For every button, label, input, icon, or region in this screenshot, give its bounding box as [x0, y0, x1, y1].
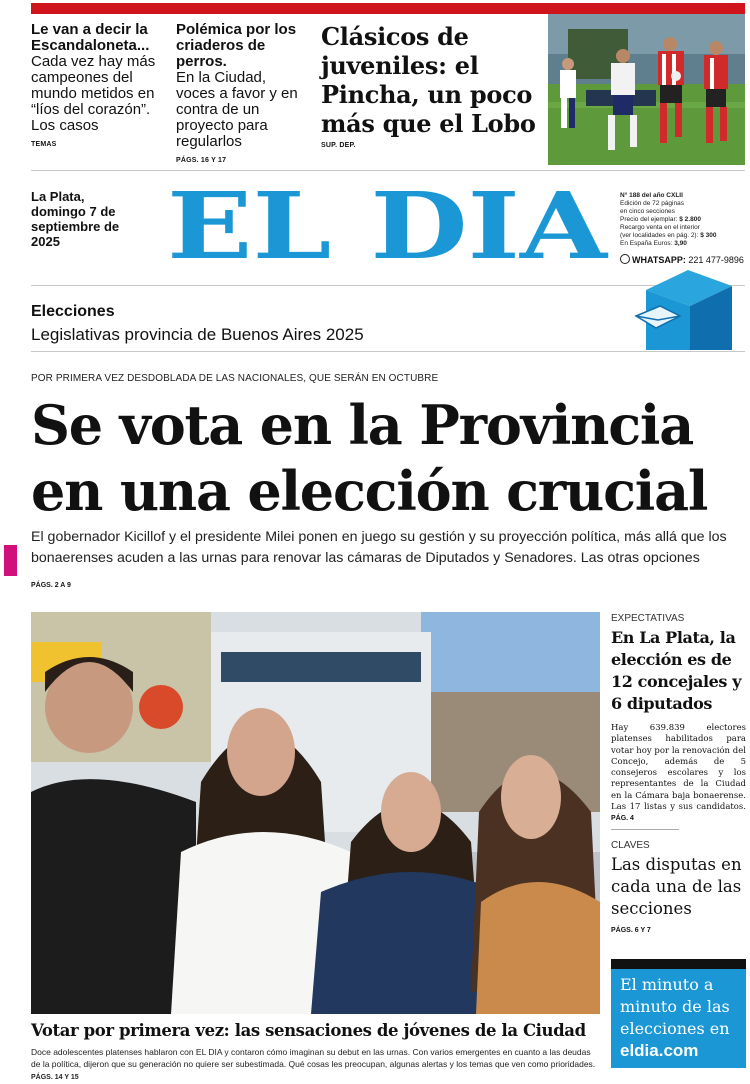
live-coverage-promo[interactable] [611, 959, 746, 1068]
teaser-ref: SUP. DEP. [321, 142, 356, 149]
sidebar-headline: En La Plata, la elección es de 12 concejales y 6 diputados [611, 628, 742, 713]
main-headline-line: Se vota en la Provincia [31, 393, 694, 457]
sidebar-expectativas[interactable] [611, 613, 746, 825]
photo-story-pages: PÁGS. 14 Y 15 [31, 1074, 79, 1081]
divider [31, 351, 745, 352]
sidebar-claves[interactable] [611, 840, 746, 934]
divider [611, 829, 679, 830]
section-banner[interactable] [31, 302, 364, 346]
logo-wordmark: EL DIA [167, 172, 609, 280]
photo-story-text: Doce adolescentes platenses hablaron con EL DIA y contaron cómo imaginan su debut en las urnas. Con varios emergentes en cuanto a las deudas de la política, dijeron que su generación no quiere ser subestimada. Qué cosas les preocupan, algunas alertas y los temas que ven como prioridades. [31, 1047, 596, 1069]
teaser-criaderos[interactable] [176, 22, 304, 164]
teaser-ref: TEMAS [31, 141, 57, 148]
surcharge-value: $ 300 [700, 232, 717, 239]
spain-price-label: En España Euros: [620, 240, 673, 247]
photo-story-body [31, 1046, 601, 1084]
whatsapp-contact[interactable] [620, 254, 744, 265]
edition-number: N° 188 del año CXLII [620, 192, 683, 199]
promo-text: El minuto a minuto de las elecciones en [620, 975, 730, 1038]
dateline: La Plata, domingo 7 de septiembre de 2025 [31, 189, 120, 249]
main-pages-ref: PÁGS. 2 A 9 [31, 582, 71, 589]
main-headline-line: en una elección crucial [31, 459, 708, 523]
whatsapp-number: 221 477-9896 [688, 255, 744, 265]
teaser-body: Cada vez hay más campeones del mundo metidos en “líos del corazón”. Los casos [31, 53, 156, 134]
surcharge-note: (ver localidades en pág. 2): [620, 232, 699, 239]
sidebar-body [611, 723, 746, 825]
sidebar-pages: PÁGS. 6 Y 7 [611, 927, 651, 934]
spain-price-value: 3,90 [674, 240, 687, 247]
sidebar-label: EXPECTATIVAS [611, 613, 685, 624]
edition-sections: en cinco secciones [620, 208, 675, 215]
main-photo-illustration [31, 612, 600, 1014]
section-subtitle: Legislativas provincia de Buenos Aires 2025 [31, 325, 364, 344]
teaser-clasicos[interactable] [321, 22, 541, 149]
section-marker [4, 545, 17, 576]
eldia-logo[interactable] [165, 172, 609, 280]
sidebar-pages: PÁG. 4 [611, 815, 634, 823]
teaser-lead: Polémica por los criaderos de perros. [176, 21, 297, 70]
section-title: Elecciones [31, 303, 115, 320]
top-color-bar [31, 3, 745, 14]
sidebar-label: CLAVES [611, 840, 650, 851]
ballot-box-icon [636, 266, 734, 352]
edition-pages: Edición de 72 páginas [620, 200, 684, 207]
teaser-ref: PÁGS. 16 Y 17 [176, 157, 227, 164]
teaser-headline: Clásicos de juveniles: el Pincha, un poco más que el Lobo [321, 22, 536, 138]
main-deck: El gobernador Kicillof y el presidente Milei ponen en juego su gestión y su proyección política, más allá que los bonaerenses acuden a las urnas para renovar las cámaras de Diputados y Senadores. Las otras opciones [31, 529, 727, 566]
sidebar-body-text: Hay 639.839 electores platenses habilitados para votar hoy por la renovación del Concejo, además de 5 consejeros escolares y los representantes de la Ciudad en la Cámara baja bonaerense. Las 17 listas y sus candidatos. [611, 723, 746, 813]
edition-info [620, 192, 748, 248]
main-headline[interactable] [31, 392, 731, 524]
teaser-body: En la Ciudad, voces a favor y en contra de un proyecto para regularlos [176, 69, 298, 150]
teaser-lead: Le van a decir la Escandaloneta... [31, 21, 150, 54]
whatsapp-label: WHATSAPP: [632, 255, 686, 265]
price-value: $ 2.800 [679, 216, 701, 223]
main-photo[interactable] [31, 612, 600, 1014]
surcharge-label: Recargo venta en el interior [620, 224, 700, 231]
sports-photo[interactable] [548, 14, 745, 165]
photo-story-headline[interactable]: Votar por primera vez: las sensaciones de jóvenes de la Ciudad [31, 1021, 586, 1040]
main-kicker: POR PRIMERA VEZ DESDOBLADA DE LAS NACIONALES, QUE SERÁN EN OCTUBRE [31, 373, 439, 384]
divider [31, 170, 745, 171]
sidebar-headline: Las disputas en cada una de las secciones [611, 855, 742, 918]
whatsapp-icon [620, 254, 630, 264]
promo-url[interactable]: eldia.com [620, 1041, 699, 1060]
sports-photo-illustration [548, 14, 745, 165]
teaser-escandaloneta[interactable] [31, 22, 161, 148]
price-label: Precio del ejemplar: [620, 216, 678, 223]
